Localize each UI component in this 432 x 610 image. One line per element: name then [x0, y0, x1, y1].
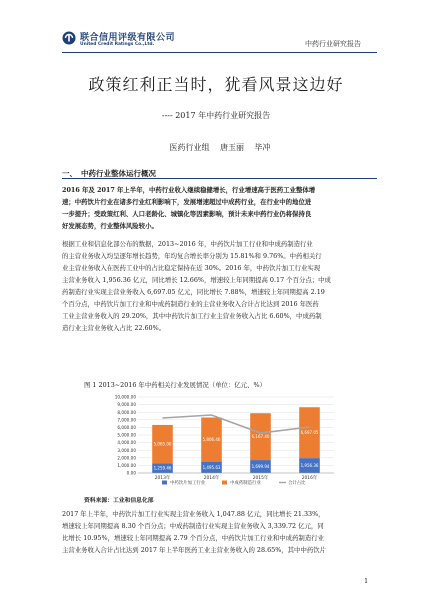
y-tick-label: 5,000.00: [117, 432, 136, 438]
paragraph-line: 的主营业务收入均呈逐年增长趋势，年均复合增长率分别为 15.81%和 9.76%。中药相关行: [62, 252, 322, 260]
y-tick-label: 2,000.00: [117, 455, 136, 461]
y-tick-label: 0.00: [126, 470, 136, 476]
page-subtitle: ---- 2017 年中药行业研究报告: [161, 111, 271, 120]
legend-swatch: [222, 481, 227, 485]
line-series-3: [163, 415, 310, 433]
paragraph-line: 主营业务收入 1,956.36 亿元，同比增长 12.66%，增速较上年同期提高 0.17 个百分点；中成: [62, 276, 331, 284]
section-divider: [62, 178, 377, 179]
author-group: 医药行业组: [169, 143, 210, 152]
paragraph-line: 增速较上年同期提高 8.30 个百分点；中成药制造行业实现主营业务收入 3,339.72 亿元，同: [62, 522, 324, 530]
y-tick-label: 9,000.00: [117, 402, 136, 408]
header-report-name: 中药行业研究报告: [305, 40, 361, 48]
body-paragraph: [62, 238, 377, 334]
paragraph-line: 比增长 10.95%，增速较上年同期提高 2.79 个百分点，中药饮片加工行业和中成药制造行业: [62, 534, 324, 542]
bar-chart: [98, 393, 338, 489]
legend-label: 中药饮片加工行业: [170, 481, 206, 486]
page-title: 政策红利正当时，犹看风景这边好: [88, 75, 344, 94]
author-name: 唐玉丽: [220, 143, 244, 152]
figure-source: 资料来源：工业和信息化部: [84, 498, 154, 504]
paragraph-line: 2017 年上半年，中药饮片加工行业实现主营业务收入 1,047.88 亿元，同比增长 21.33%，: [62, 510, 325, 518]
paragraph-line: 个百分点，中药饮片加工行业和中成药制造行业的主营业务收入合计占比达到 2016 年医药: [62, 300, 319, 308]
header-divider: [62, 52, 377, 53]
legend-label: 合计占比: [288, 481, 306, 486]
author-name: 毕冲: [254, 143, 271, 152]
data-label: 6,167.40: [251, 434, 270, 440]
summary-paragraph: [62, 184, 377, 232]
authors: [0, 142, 432, 153]
figure-caption: 图 1 2013~2016 年中药相关行业发展情况（单位：亿元、%）: [84, 381, 266, 389]
data-label: 5,806.46: [202, 437, 221, 443]
data-label: 1,699.94: [251, 464, 270, 470]
paragraph-line: 速；中药饮片行业在诸多行业红利影响下，发展增速超过中成药行业，在行业中的地位进: [62, 198, 312, 206]
body-paragraph: [62, 508, 377, 556]
section-title: 中药行业整体运行概况: [81, 169, 156, 178]
paragraph-line: 工业主营业务收入的 29.20%，其中中药饮片加工行业主营业务收入占比 6.60%，中成药制: [62, 312, 322, 320]
x-tick-label: 2014年: [203, 476, 220, 481]
y-tick-label: 4,000.00: [117, 440, 136, 446]
y-tick-label: 3,000.00: [117, 447, 136, 453]
x-tick-label: 2016年: [301, 476, 318, 481]
paragraph-line: 好发展态势，行业整体风险较小。: [62, 222, 158, 230]
company-logo-icon: [62, 31, 76, 45]
y-tick-label: 8,000.00: [117, 409, 136, 415]
paragraph-line: 业主营业务收入在医药工业中的占比稳定保持在近 30%。2016 年，中药饮片加工行业实现: [62, 264, 321, 272]
paragraph-line: 主营业务收入合计占比达到 2017 年上半年医药工业主营业务收入的 28.65%，其中中药饮片: [62, 546, 327, 554]
paragraph-line: 根据工业和信息化部公布的数据，2013~2016 年，中药饮片加工行业和中成药制造行业: [62, 240, 313, 248]
y-tick-label: 10,000.00: [114, 394, 136, 400]
y-tick-label: 1,000.00: [117, 463, 136, 468]
x-tick-label: 2013年: [154, 476, 171, 481]
data-label: 1,956.36: [300, 463, 319, 469]
paragraph-line: 2016 年及 2017 年上半年，中药行业收入继续稳健增长，行业增速高于医药工业整体增: [62, 186, 316, 194]
y-tick-label: 6,000.00: [117, 425, 136, 430]
legend-swatch: [162, 481, 167, 485]
data-label: 1,259.46: [153, 465, 172, 471]
x-tick-label: 2015年: [252, 476, 269, 481]
data-label: 5,065.00: [153, 441, 172, 447]
paragraph-line: 药制造行业实现主营业务收入 6,697.05 亿元，同比增长 7.88%，增速较上年同期提高 2.19: [62, 288, 325, 296]
paragraph-line: 造行业主营业务收入占比 22.60%。: [62, 324, 166, 332]
legend-label: 中成药制造行业: [230, 481, 261, 486]
data-label: 6,697.05: [300, 430, 319, 436]
section-number: 一、: [62, 169, 77, 178]
company-name-en: United Credit Ratings Co.,Ltd.: [80, 42, 155, 47]
y-tick-label: 7,000.00: [117, 417, 136, 423]
company-name-cn: 联合信用评级有限公司: [80, 33, 176, 43]
page-number: 1: [364, 577, 369, 585]
data-label: 1,495.63: [202, 464, 221, 470]
paragraph-line: 一步提升；受政策红利、人口老龄化、城镇化等因素影响，预计未来中药行业仍将保持良: [62, 210, 312, 218]
